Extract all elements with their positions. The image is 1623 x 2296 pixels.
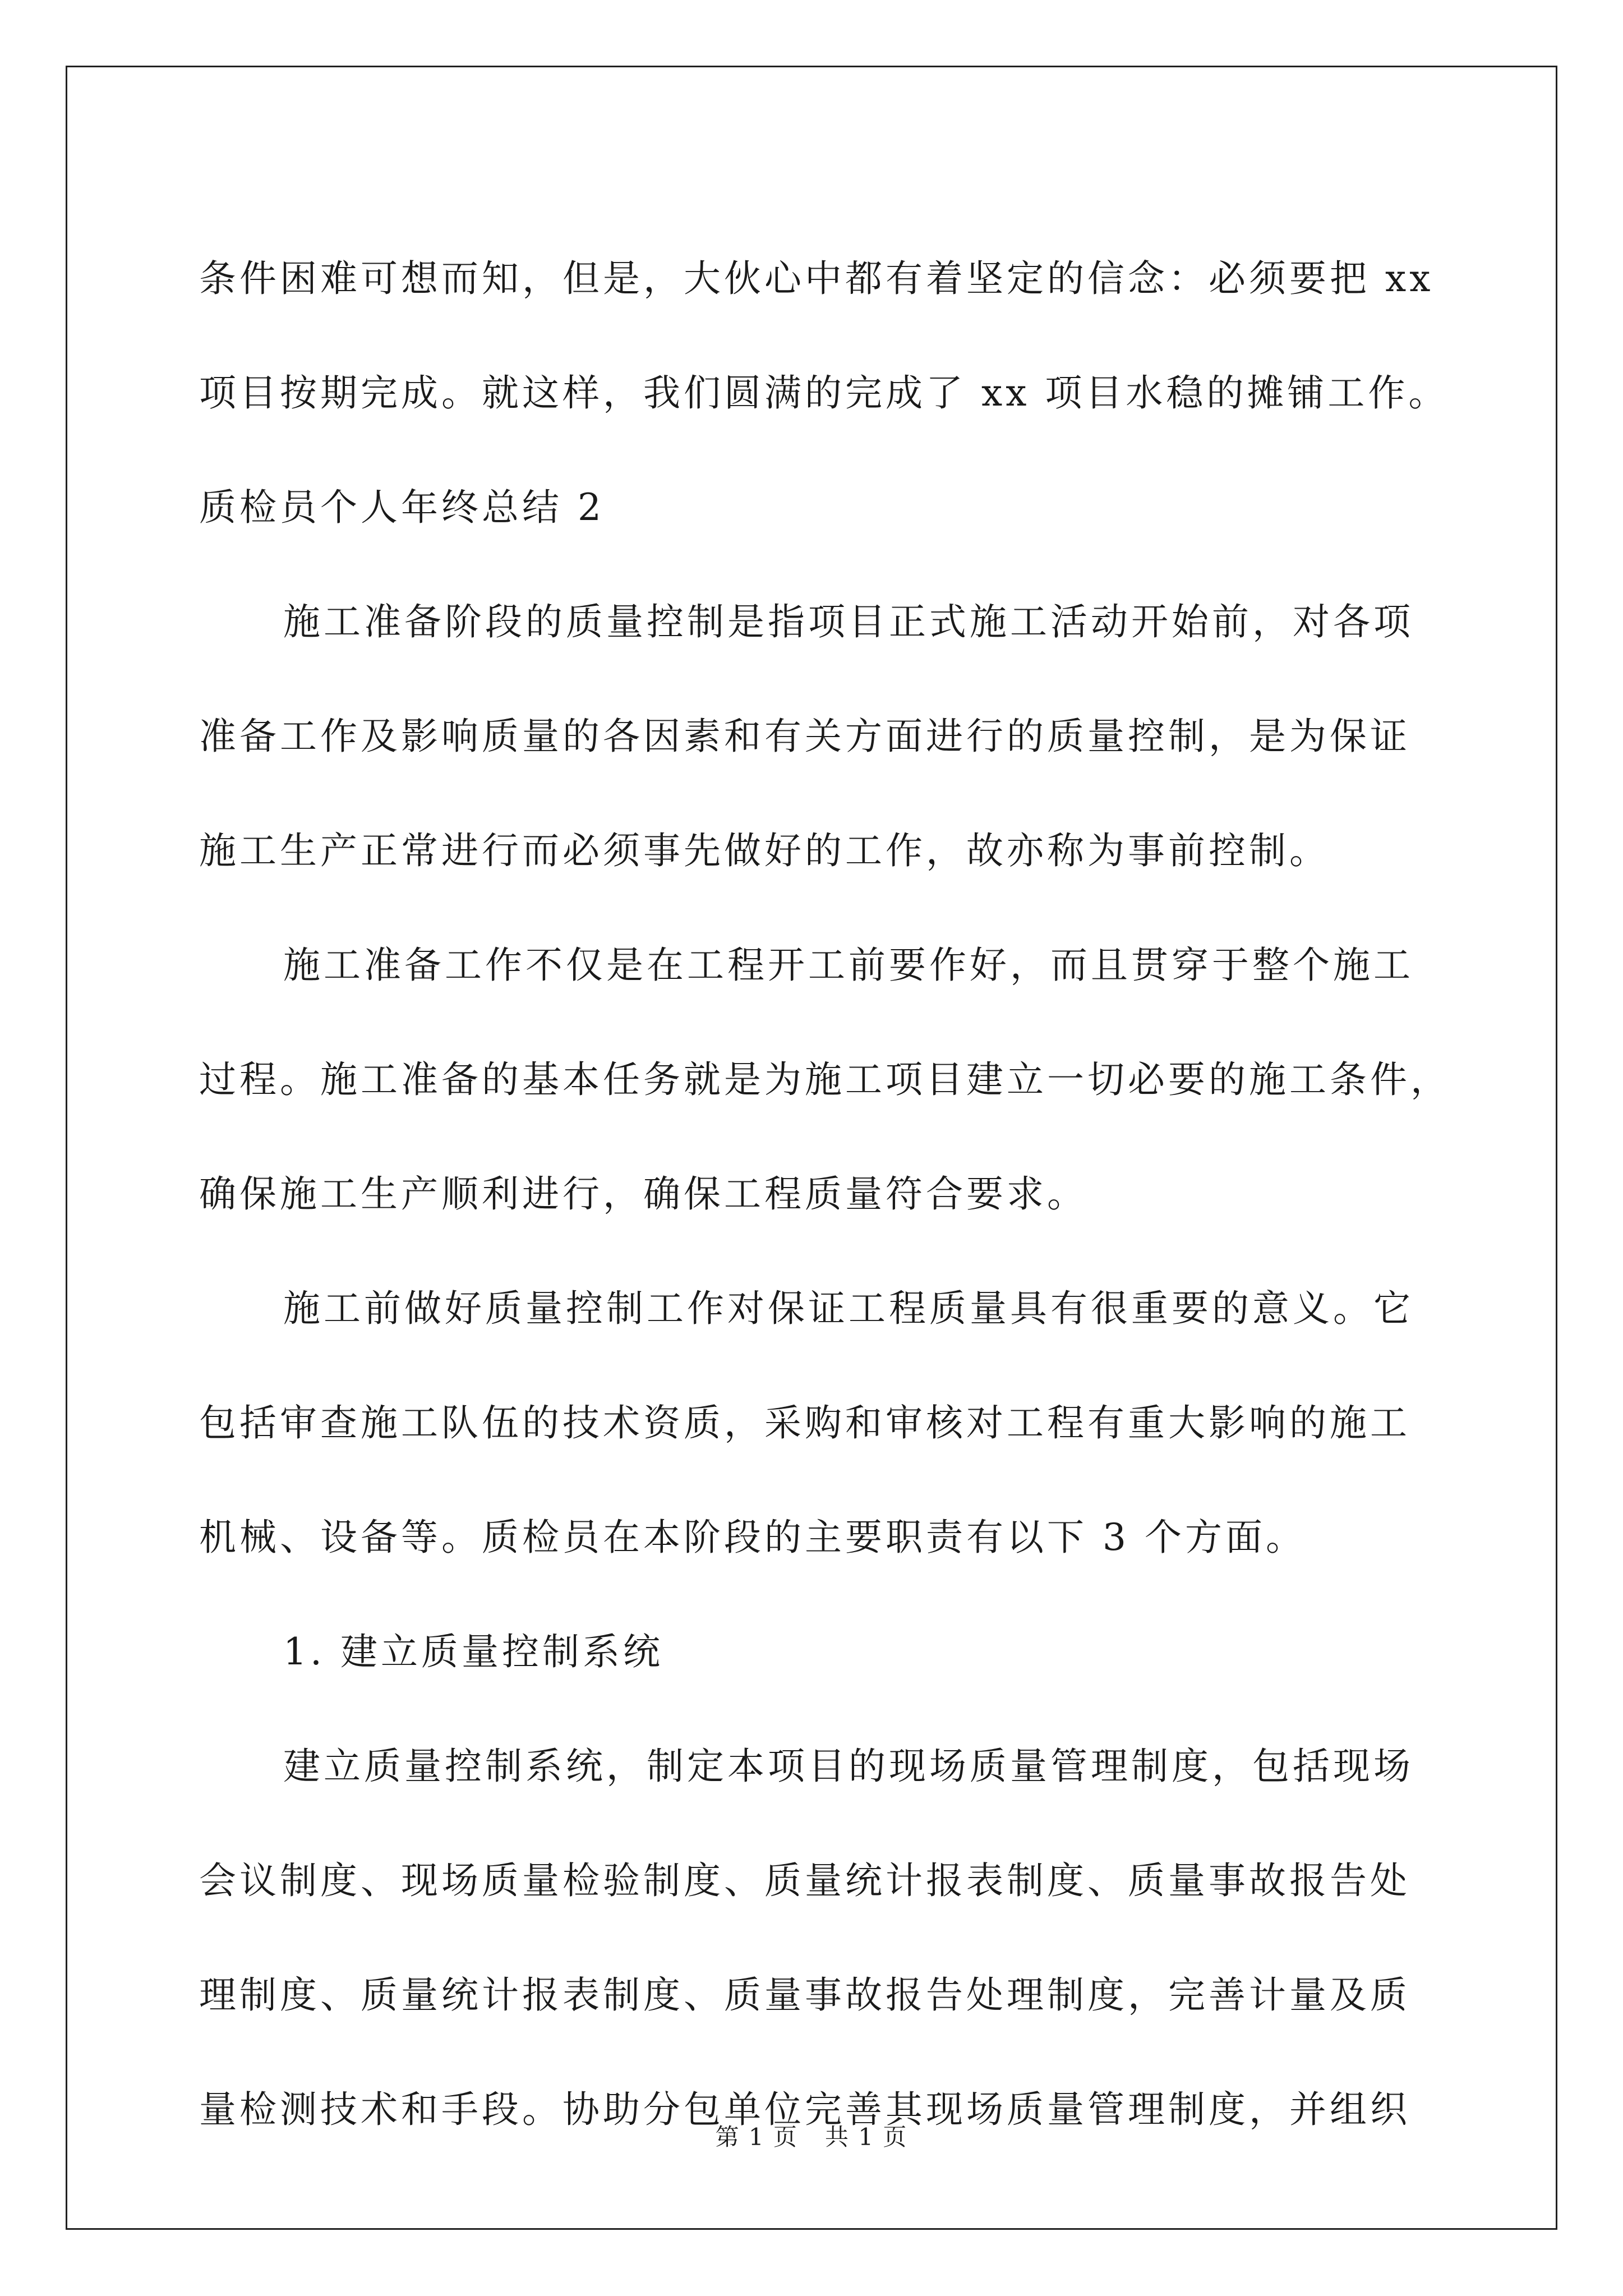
paragraph-line: 机械、设备等。质检员在本阶段的主要职责有以下 3 个方面。 — [199, 1516, 1306, 1559]
paragraph-line: 过程。施工准备的基本任务就是为施工项目建立一切必要的施工条件， — [199, 1058, 1451, 1101]
document-body — [199, 222, 1451, 2167]
paragraph-line: 准备工作及影响质量的各因素和有关方面进行的质量控制，是为保证 — [199, 715, 1410, 758]
section-heading: 质检员个人年终总结 2 — [199, 486, 605, 529]
paragraph-line: 包括审查施工队伍的技术资质，采购和审核对工程有重大影响的施工 — [199, 1401, 1410, 1444]
page-number: 第 1 页 — [715, 2123, 798, 2151]
paragraph-line: 理制度、质量统计报表制度、质量事故报告处理制度，完善计量及质 — [199, 1973, 1410, 2017]
page-total: 共 1 页 — [825, 2123, 908, 2151]
paragraph-line: 会议制度、现场质量检验制度、质量统计报表制度、质量事故报告处 — [199, 1859, 1410, 1902]
paragraph-line: 量检测技术和手段。协助分包单位完善其现场质量管理制度，并组织 — [199, 2088, 1410, 2131]
paragraph-line: 施工准备工作不仅是在工程开工前要作好，而且贯穿于整个施工 — [283, 944, 1414, 987]
paragraph-line: 施工准备阶段的质量控制是指项目正式施工活动开始前，对各项 — [283, 600, 1414, 643]
paragraph-line: 施工前做好质量控制工作对保证工程质量具有很重要的意义。它 — [283, 1287, 1414, 1330]
paragraph-line: 建立质量控制系统，制定本项目的现场质量管理制度，包括现场 — [283, 1745, 1414, 1788]
paragraph-line: 确保施工生产顺利进行，确保工程质量符合要求。 — [199, 1172, 1087, 1216]
page-footer — [0, 2120, 1623, 2154]
paragraph-line: 施工生产正常进行而必须事先做好的工作，故亦称为事前控制。 — [199, 829, 1330, 872]
paragraph-line: 条件困难可想而知，但是，大伙心中都有着坚定的信念：必须要把 xx — [199, 257, 1434, 300]
paragraph-line: 项目按期完成。就这样，我们圆满的完成了 xx 项目水稳的摊铺工作。 — [199, 371, 1449, 415]
numbered-heading: 1. 建立质量控制系统 — [283, 1630, 663, 1673]
